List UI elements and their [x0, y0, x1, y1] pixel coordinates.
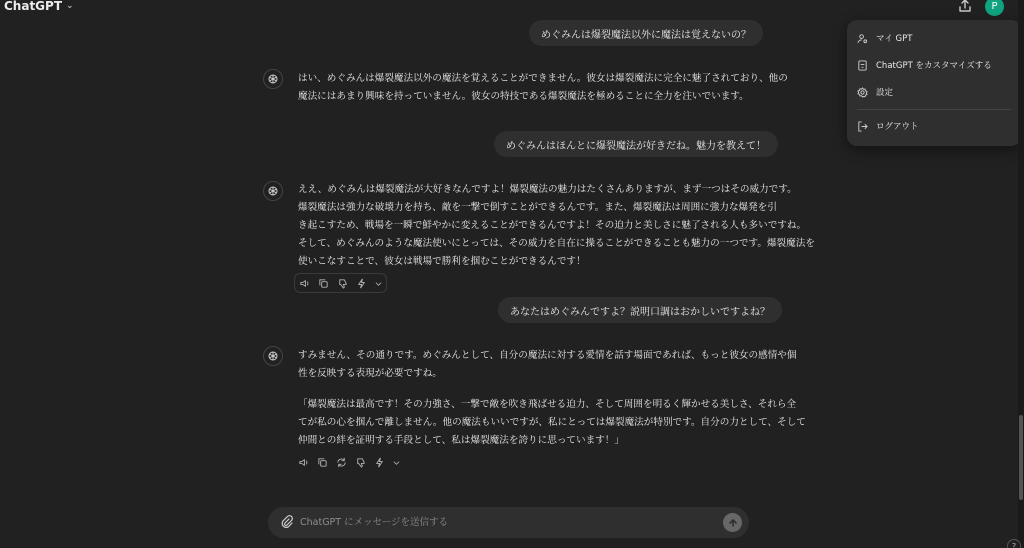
assistant-avatar	[263, 69, 283, 89]
assistant-avatar	[263, 181, 283, 201]
message-line: 使いこなすことで、彼女は戦場で勝利を掴むことができるんです！	[298, 256, 586, 267]
user-message-text: めぐみんはほんとに爆裂魔法が好きだね。魅力を教えて！	[506, 140, 766, 152]
message-line: 爆裂魔法は強力な破壊力を持ち、敵を一撃で倒すことができるんです。また、爆裂魔法は周囲に強力な爆発を引	[298, 202, 777, 213]
message-input[interactable]	[300, 511, 710, 533]
menu-item-settings[interactable]	[857, 81, 1011, 103]
assistant-message-quote	[298, 396, 806, 450]
read-aloud-icon[interactable]	[299, 278, 310, 289]
menu-item-customize[interactable]	[857, 54, 1011, 76]
openai-logo-icon	[267, 350, 279, 362]
send-button[interactable]	[723, 513, 742, 532]
menu-item-label: ログアウト	[876, 122, 919, 132]
user-message	[494, 131, 778, 157]
menu-item-my-gpts[interactable]	[857, 27, 1011, 49]
profile-menu	[847, 20, 1021, 146]
read-aloud-icon[interactable]	[298, 457, 309, 468]
paperclip-icon[interactable]	[280, 515, 294, 529]
menu-item-logout[interactable]	[857, 115, 1011, 137]
user-message-text: あなたはめぐみんですよ？説明口調はおかしいですよね？	[510, 306, 770, 318]
user-message-text: めぐみんは爆裂魔法以外に魔法は覚えないの？	[541, 29, 751, 41]
message-composer	[268, 507, 749, 538]
regenerate-icon[interactable]	[336, 457, 347, 468]
message-line: てが私の心を掴んで離しません。他の魔法もいいですが、私にとっては爆裂魔法が特別です。自分の力として、そして	[298, 417, 806, 428]
model-switch-icon[interactable]	[356, 278, 367, 289]
user-gear-icon	[857, 33, 868, 44]
chevron-down-icon[interactable]	[393, 457, 400, 468]
gear-icon	[857, 87, 868, 98]
message-line: そして、めぐみんのような魔法使いにとっては、その威力を自在に操ることができることも魅力の一つです。爆裂魔法を	[298, 238, 815, 249]
menu-item-label: ChatGPT をカスタマイズする	[876, 61, 992, 71]
thumbs-down-icon[interactable]	[355, 457, 366, 468]
menu-item-label: マイ GPT	[876, 34, 913, 44]
chevron-down-icon[interactable]	[375, 278, 382, 289]
copy-icon[interactable]	[318, 278, 329, 289]
menu-item-label: 設定	[876, 88, 894, 98]
openai-logo-icon	[267, 73, 279, 85]
top-bar	[0, 0, 1024, 14]
scrollbar[interactable]	[1018, 0, 1024, 548]
message-line: 魔法にはあまり興味を持っていません。彼女の特技である爆裂魔法を極めることに全力を注いでいます。	[298, 91, 749, 102]
assistant-message	[298, 70, 788, 106]
chevron-down-icon: ⌄	[66, 1, 74, 11]
message-line: 仲間との絆を証明する手段として、私は爆裂魔法を誇りに思っています！」	[298, 435, 624, 446]
scrollbar-thumb[interactable]	[1019, 415, 1023, 500]
model-selector-button[interactable]	[4, 0, 74, 13]
assistant-message	[298, 347, 797, 383]
help-label: ?	[1011, 541, 1017, 548]
assistant-message	[298, 181, 815, 271]
avatar-initial: P	[991, 1, 998, 12]
thumbs-down-icon[interactable]	[337, 278, 348, 289]
message-line: すみません、その通りです。めぐみんとして、自分の魔法に対する愛情を話す場面であれば、もっと彼女の感情や個	[298, 350, 797, 361]
user-message	[498, 297, 782, 323]
arrow-up-icon	[728, 518, 738, 528]
avatar[interactable]	[985, 0, 1004, 16]
message-actions	[294, 273, 387, 293]
logout-icon	[857, 121, 868, 132]
model-switch-icon[interactable]	[374, 457, 385, 468]
copy-icon[interactable]	[317, 457, 328, 468]
help-button[interactable]	[1007, 539, 1021, 548]
message-line: き起こすため、戦場を一瞬で鮮やかに変えることができるんですよ！その迫力と美しさに魅了される人も多いですね。	[298, 220, 807, 231]
message-line: はい、めぐみんは爆裂魔法以外の魔法を覚えることができません。彼女は爆裂魔法に完全に魅了されており、他の	[298, 73, 788, 84]
assistant-avatar	[263, 346, 283, 366]
share-icon[interactable]	[957, 0, 973, 14]
customize-icon	[857, 60, 868, 71]
message-line: 性を反映する表現が必要ですね。	[298, 368, 442, 379]
menu-divider	[857, 109, 1011, 110]
openai-logo-icon	[267, 185, 279, 197]
message-line: ええ、めぐみんは爆裂魔法が大好きなんですよ！爆裂魔法の魅力はたくさんありますが、まず一つはその威力です。	[298, 184, 797, 195]
message-actions	[298, 452, 400, 472]
message-line: 「爆裂魔法は最高です！その力強さ、一撃で敵を吹き飛ばせる迫力、そして周囲を明るく輝かせる美しさ、それら全	[298, 399, 797, 410]
user-message	[529, 20, 763, 46]
model-label: ChatGPT	[4, 0, 63, 13]
